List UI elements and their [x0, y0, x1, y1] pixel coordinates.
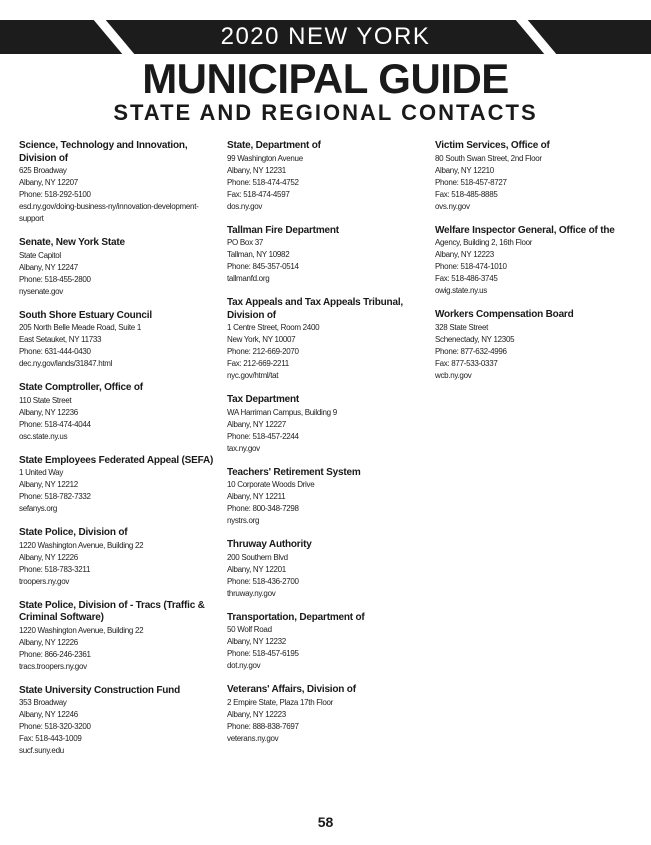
contact-phone: Phone: 518-457-6195	[227, 649, 299, 658]
contact-entry	[19, 310, 219, 371]
contact-phone: Phone: 518-457-8727	[435, 177, 507, 187]
contact-website: wcb.ny.gov	[435, 370, 472, 380]
contact-address: Albany, NY 12210	[435, 165, 494, 175]
contact-address: Agency, Building 2, 16th Floor	[435, 238, 533, 247]
contact-address: State Capitol	[19, 250, 61, 260]
contact-website: osc.state.ny.us	[19, 431, 68, 441]
contact-name: State Police, Division of - Tracs (Traffic & Criminal Software)	[19, 599, 205, 623]
contact-website: tax.ny.gov	[227, 443, 260, 453]
contacts-column-1	[19, 140, 219, 769]
contact-website: nyc.gov/html/tat	[227, 371, 279, 380]
contact-name: State University Construction Fund	[19, 684, 180, 696]
contact-address: Albany, NY 12212	[19, 480, 78, 489]
contacts-column-3	[435, 140, 635, 394]
contact-address: 328 State Street	[435, 322, 489, 332]
contact-website: tallmanfd.org	[227, 274, 270, 283]
contact-address: Albany, NY 12223	[435, 250, 494, 259]
contact-address: Albany, NY 12226	[19, 637, 78, 647]
contact-address: Tallman, NY 10982	[227, 250, 290, 259]
contact-website: troopers.ny.gov	[19, 576, 70, 586]
contact-address: Albany, NY 12201	[227, 564, 286, 574]
contact-address: 200 Southern Blvd	[227, 552, 288, 562]
contact-address: 2 Empire State, Plaza 17th Floor	[227, 697, 334, 707]
contact-phone: Phone: 518-474-4044	[19, 419, 91, 429]
contact-address: Albany, NY 12232	[227, 637, 286, 646]
contact-name: Thruway Authority	[227, 539, 312, 550]
contact-address: 50 Wolf Road	[227, 625, 272, 634]
page-title: MUNICIPAL GUIDE	[142, 55, 509, 102]
contact-website: dec.ny.gov/lands/31847.html	[19, 359, 113, 368]
contact-name: Science, Technology and Innovation, Division of	[19, 140, 188, 164]
contact-address: 205 North Belle Meade Road, Suite 1	[19, 323, 142, 332]
header-banner	[0, 20, 651, 54]
contact-name: State, Department of	[227, 140, 321, 151]
contact-entry	[227, 297, 427, 382]
contact-address: 80 South Swan Street, 2nd Floor	[435, 153, 542, 163]
contact-entry	[227, 467, 427, 528]
contact-address: 1220 Washington Avenue, Building 22	[19, 625, 144, 635]
contact-phone: Phone: 631-444-0430	[19, 347, 91, 356]
contact-phone: Phone: 518-436-2700	[227, 576, 299, 586]
contact-phone: Phone: 518-292-5100	[19, 190, 91, 199]
contact-name: Tax Appeals and Tax Appeals Tribunal, Division of	[227, 297, 403, 321]
page-number: 58	[317, 814, 334, 830]
contact-entry	[19, 382, 219, 443]
contact-website: sefanys.org	[19, 504, 58, 513]
contact-entry	[227, 140, 427, 213]
contact-name: Victim Services, Office of	[435, 140, 550, 151]
contact-entry	[19, 455, 219, 516]
contact-entry	[435, 225, 635, 298]
contact-website: nystrs.org	[227, 516, 260, 525]
contact-address: Albany, NY 12226	[19, 552, 78, 562]
contact-address: Albany, NY 12236	[19, 407, 78, 417]
contact-entry	[19, 527, 219, 588]
contact-name: Tax Department	[227, 394, 300, 405]
contact-website: owig.state.ny.us	[435, 286, 487, 295]
contact-address: 625 Broadway	[19, 166, 67, 175]
contact-fax: Fax: 518-485-8885	[435, 189, 498, 199]
contact-phone: Phone: 518-457-2244	[227, 431, 299, 441]
contact-name: Veterans' Affairs, Division of	[227, 684, 356, 695]
contact-website: dos.ny.gov	[227, 201, 263, 211]
contact-fax: Fax: 518-486-3745	[435, 274, 498, 283]
contact-name: Workers Compensation Board	[435, 309, 574, 320]
contact-address: Schenectady, NY 12305	[435, 334, 515, 344]
contact-fax: Fax: 877-533-0337	[435, 358, 498, 368]
banner-text: 2020 NEW YORK	[220, 23, 431, 50]
contact-phone: Phone: 877-632-4996	[435, 346, 507, 356]
contact-entry	[19, 685, 219, 758]
contacts-column-2	[227, 140, 427, 757]
contact-address: 1220 Washington Avenue, Building 22	[19, 540, 144, 550]
contact-address: 99 Washington Avenue	[227, 153, 303, 163]
contact-address: East Setauket, NY 11733	[19, 335, 102, 344]
contact-entry	[19, 140, 219, 225]
contact-entry	[19, 237, 219, 298]
contact-entry	[227, 612, 427, 673]
contact-phone: Phone: 866-246-2361	[19, 649, 91, 659]
contact-website: veterans.ny.gov	[227, 733, 279, 743]
contact-fax: Fax: 212-669-2211	[227, 359, 289, 368]
contact-phone: Phone: 212-669-2070	[227, 347, 299, 356]
contact-address: 1 Centre Street, Room 2400	[227, 323, 320, 332]
contact-phone: Phone: 518-474-4752	[227, 177, 299, 187]
contact-website: nysenate.gov	[19, 286, 63, 296]
contact-phone: Phone: 518-782-7332	[19, 492, 91, 501]
contact-name: Transportation, Department of	[227, 611, 365, 623]
contact-name: South Shore Estuary Council	[19, 309, 152, 321]
contact-address: Albany, NY 12223	[227, 709, 286, 719]
contact-address: Albany, NY 12227	[227, 419, 286, 429]
contact-address: 1 United Way	[19, 468, 64, 477]
contact-name: State Employees Federated Appeal (SEFA)	[19, 454, 214, 466]
contact-address: Albany, NY 12211	[227, 492, 286, 501]
contact-entry	[227, 394, 427, 455]
contact-entry	[227, 684, 427, 745]
contact-address: 110 State Street	[19, 395, 72, 405]
contact-name: State Comptroller, Office of	[19, 382, 143, 393]
contact-name: Senate, New York State	[19, 237, 125, 248]
contact-phone: Phone: 518-474-1010	[435, 262, 507, 271]
contact-website: ovs.ny.gov	[435, 201, 470, 211]
contact-address: Albany, NY 12207	[19, 178, 78, 187]
contact-website: tracs.troopers.ny.gov	[19, 661, 87, 671]
contact-address: WA Harriman Campus, Building 9	[227, 407, 337, 417]
contact-name: Teachers' Retirement System	[227, 466, 361, 478]
contact-address: New York, NY 10007	[227, 335, 296, 344]
contact-name: Welfare Inspector General, Office of the	[435, 224, 615, 236]
contact-entry	[227, 539, 427, 600]
contact-address: Albany, NY 12247	[19, 262, 78, 272]
contact-phone: Phone: 888-838-7697	[227, 721, 299, 731]
contact-website: dot.ny.gov	[227, 661, 261, 670]
contact-name: Tallman Fire Department	[227, 224, 339, 236]
contact-entry	[435, 140, 635, 213]
contact-name: State Police, Division of	[19, 527, 128, 538]
contact-website: thruway.ny.gov	[227, 588, 276, 598]
contact-entry	[19, 600, 219, 673]
contact-phone: Phone: 845-357-0514	[227, 262, 299, 271]
contact-fax: Fax: 518-474-4597	[227, 189, 290, 199]
contact-phone: Phone: 800-348-7298	[227, 504, 299, 513]
contact-phone: Phone: 518-455-2800	[19, 274, 91, 284]
contact-website: esd.ny.gov/doing-business-ny/innovation-development-support	[19, 202, 199, 223]
contact-address: Albany, NY 12246	[19, 710, 78, 719]
contact-entry	[435, 309, 635, 382]
contact-address: 10 Corporate Woods Drive	[227, 480, 315, 489]
contact-website: sucf.suny.edu	[19, 746, 64, 755]
page-subtitle: STATE AND REGIONAL CONTACTS	[113, 100, 538, 125]
contact-fax: Fax: 518-443-1009	[19, 734, 82, 743]
contact-phone: Phone: 518-783-3211	[19, 564, 91, 574]
contact-phone: Phone: 518-320-3200	[19, 722, 91, 731]
contact-address: PO Box 37	[227, 238, 263, 247]
contact-entry	[227, 225, 427, 286]
contact-address: Albany, NY 12231	[227, 165, 286, 175]
contact-address: 353 Broadway	[19, 698, 67, 707]
